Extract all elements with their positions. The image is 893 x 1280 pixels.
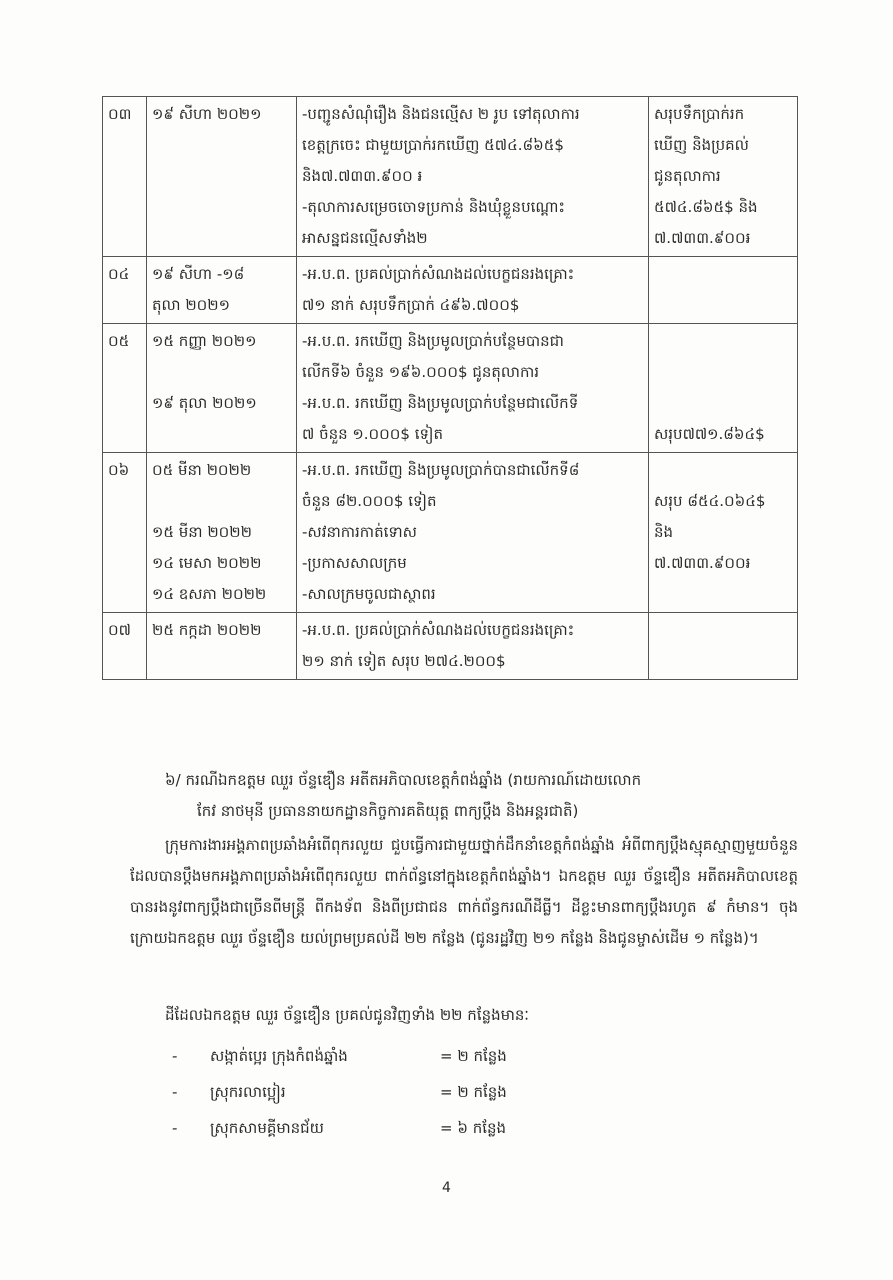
blank-line xyxy=(152,419,291,450)
detail-cell xyxy=(297,324,649,453)
detail-line: -ប្រកាសសាលក្រម xyxy=(302,554,407,572)
date-line: ១៩ សីហា -១៨ xyxy=(152,265,245,283)
blank-line xyxy=(654,646,792,677)
date-cell xyxy=(147,257,297,324)
note-line: ៥៧៤.៨៦៥$ និង xyxy=(654,198,758,216)
section-paragraph: ក្រុមការងារអង្គភាពប្រឆាំងអំពើពុករលួយ ជួបធ្វើការជាមួយថ្នាក់ដឹកនាំខេត្តកំពង់ឆ្នាំង អំពីពាក្យប្ដឹងស្មុគស្មាញមួយចំនួនដែលបានប្ដឹងមកអង្គភាពប្រឆាំងអំពើពុករលួយ ពាក់ព័ន្ធនៅក្នុងខេត្តកំពង់ឆ្នាំង។ ឯកឧត្តម ឈួរ ច័ន្ទឌឿន អតីតអភិបាលខេត្ត បានរងនូវពាក្យប្ដឹងជាច្រើនពីមន្ត្រី ពីកងទ័ព និងពីប្រជាជន ពាក់ព័ន្ធករណីដីធ្លី។ ដីខ្លះមានពាក្យប្ដឹងរហូត ៩ កំមាន។ ចុងក្រោយឯកឧត្តម ឈួរ ច័ន្ទឌឿន យល់ព្រមប្រគល់ដី ២២ កន្លែង (ជូនរដ្ឋវិញ ២១ កន្លែង និងជូនម្ចាស់ដើម ១ កន្លែង)។ xyxy=(130,836,798,947)
report-table xyxy=(102,96,798,680)
row-number-cell xyxy=(103,97,147,257)
blank-line xyxy=(654,615,792,646)
date-line: ០៥ មីនា ២០២២ xyxy=(152,461,252,479)
note-cell xyxy=(649,97,798,257)
list-bullet: - xyxy=(172,1119,178,1137)
land-list-intro: ដីដែលឯកឧត្តម ឈួរ ច័ន្ទឌឿន ប្រគល់ជូនវិញទាំង ២២ កន្លែងមានៈ xyxy=(165,1006,530,1024)
list-bullet: - xyxy=(172,1083,178,1101)
note-cell xyxy=(649,257,798,324)
blank-line xyxy=(152,161,291,192)
detail-line: ៧ ចំនួន ១.០០០$ ទៀត xyxy=(302,425,443,443)
note-line: ៧.៧៣៣.៩០០៛ xyxy=(654,554,751,572)
blank-line xyxy=(654,579,792,610)
note-line: សរុបទឹកប្រាក់រក xyxy=(654,105,745,123)
section-heading xyxy=(165,765,798,827)
row-number-cell xyxy=(103,453,147,613)
row-number-cell xyxy=(103,613,147,680)
list-count: = ២ កន្លែង xyxy=(440,1083,507,1101)
detail-line: ចំនួន ៨២.០០០$ ទៀត xyxy=(302,492,437,510)
list-item xyxy=(172,1038,507,1074)
list-place: ស្រុករលាប្អៀរ xyxy=(210,1083,286,1101)
blank-line xyxy=(152,646,291,677)
blank-line xyxy=(152,357,291,388)
detail-line: -តុលាការសម្រេចចោទប្រកាន់ និងឃុំខ្លួនបណ្តោះ xyxy=(302,198,566,216)
detail-line: ខេត្តក្រចេះ ជាមួយប្រាក់រកឃើញ ៥៧៤.៨៦៥$ xyxy=(302,136,564,154)
table-row xyxy=(103,324,798,453)
page-number: 4 xyxy=(442,1180,451,1196)
table-row xyxy=(103,613,798,680)
list-place: សង្កាត់ប្អេរ ក្រុងកំពង់ឆ្នាំង xyxy=(210,1047,348,1065)
land-list xyxy=(172,1038,507,1146)
report-table-body xyxy=(103,97,798,680)
date-cell xyxy=(147,453,297,613)
detail-line: -សវនាការកាត់ទោស xyxy=(302,523,417,541)
detail-cell xyxy=(297,613,649,680)
list-count: = ២ កន្លែង xyxy=(440,1047,507,1065)
list-item xyxy=(172,1110,507,1146)
detail-cell xyxy=(297,453,649,613)
list-bullet: - xyxy=(172,1047,178,1065)
note-line: សរុប ៨៥៤.០៦៤$ xyxy=(654,492,766,510)
section-heading-line-1: ៦/ ករណីឯកឧត្តម ឈួរ ច័ន្ទឌឿន អតីតអភិបាលខេត្តកំពង់ឆ្នាំង (រាយការណ៍ដោយលោក xyxy=(165,771,642,789)
note-cell xyxy=(649,324,798,453)
detail-line: អាសន្នជនល្មើសទាំង២ xyxy=(302,229,428,247)
blank-line xyxy=(654,357,792,388)
date-cell xyxy=(147,324,297,453)
date-line: ១៥ មីនា ២០២២ xyxy=(152,523,252,541)
list-item xyxy=(172,1074,507,1110)
detail-cell xyxy=(297,97,649,257)
date-line: ១៤ ឧសភា ២០២២ xyxy=(152,585,267,603)
date-line: ១៤ មេសា ២០២២ xyxy=(152,554,262,572)
date-line: ១៥ កញ្ញា ២០២១ xyxy=(152,332,257,350)
detail-line: -សាលក្រមចូលជាស្ថាពរ xyxy=(302,585,436,603)
date-line: ២៥ កក្កដា ២០២២ xyxy=(152,621,262,639)
table-row xyxy=(103,97,798,257)
blank-line xyxy=(152,486,291,517)
row-number-cell xyxy=(103,257,147,324)
detail-cell xyxy=(297,257,649,324)
note-cell xyxy=(649,613,798,680)
note-line: និង xyxy=(654,523,674,541)
date-line: ១៩ សីហា ២០២១ xyxy=(152,105,262,123)
detail-line: -អ.ប.ព. រកឃើញ និងប្រមូលប្រាក់បន្ថែមបានជា xyxy=(302,332,564,350)
detail-line: ៧១ នាក់ សរុបទឹកប្រាក់ ៤៩៦.៧០០$ xyxy=(302,296,520,314)
date-cell xyxy=(147,97,297,257)
blank-line xyxy=(152,192,291,223)
blank-line xyxy=(654,388,792,419)
blank-line xyxy=(654,290,792,321)
section-heading-line-2: កែវ នាថមុនី ប្រធាននាយកដ្ឋានកិច្ចការគតិយុត្ត ពាក្យប្ដឹង និងអន្តរជាតិ) xyxy=(197,802,579,820)
table-row xyxy=(103,257,798,324)
blank-line xyxy=(654,326,792,357)
blank-line xyxy=(654,455,792,486)
detail-line: -បញ្ជូនសំណុំរឿង និងជនល្មើស ២ រូប ទៅតុលាការ xyxy=(302,105,580,123)
detail-line: និង៧.៧៣៣.៩០០ ៛ xyxy=(302,167,423,185)
list-count: = ៦ កន្លែង xyxy=(440,1119,507,1137)
note-cell xyxy=(649,453,798,613)
note-line: ជូនតុលាការ xyxy=(654,167,721,185)
date-line: ១៩ តុលា ២០២១ xyxy=(152,394,257,412)
date-cell xyxy=(147,613,297,680)
row-number: ០៥ xyxy=(108,332,130,350)
row-number: ០៤ xyxy=(108,265,130,283)
detail-line: -អ.ប.ព. ប្រគល់ប្រាក់សំណងដល់បេក្ខជនរងគ្រោះ xyxy=(302,265,575,283)
blank-line xyxy=(152,130,291,161)
detail-line: -អ.ប.ព. រកឃើញ និងប្រមូលប្រាក់បានជាលើកទី៨ xyxy=(302,461,580,479)
note-line: ៧.៧៣៣.៩០០៛ xyxy=(654,229,751,247)
note-line: សរុប៧៧១.៨៦៤$ xyxy=(654,425,765,443)
row-number: ០៦ xyxy=(108,461,130,479)
row-number: ០៣ xyxy=(108,105,132,123)
blank-line xyxy=(654,259,792,290)
row-number: ០៧ xyxy=(108,621,131,639)
detail-line: -អ.ប.ព. រកឃើញ និងប្រមូលប្រាក់បន្ថែមជាលើកទី xyxy=(302,394,579,412)
detail-line: លើកទី៦ ចំនួន ១៩៦.០០០$ ជូនតុលាការ xyxy=(302,363,539,381)
row-number-cell xyxy=(103,324,147,453)
detail-line: ២១ នាក់ ទៀត សរុប ២៧៤.២០០$ xyxy=(302,652,506,670)
date-line: តុលា ២០២១ xyxy=(152,296,231,314)
table-row xyxy=(103,453,798,613)
detail-line: -អ.ប.ព. ប្រគល់ប្រាក់សំណងដល់បេក្ខជនរងគ្រោះ xyxy=(302,621,575,639)
note-line: ឃើញ និងប្រគល់ xyxy=(654,136,749,154)
blank-line xyxy=(152,223,291,254)
list-place: ស្រុកសាមគ្គីមានជ័យ xyxy=(210,1119,324,1137)
